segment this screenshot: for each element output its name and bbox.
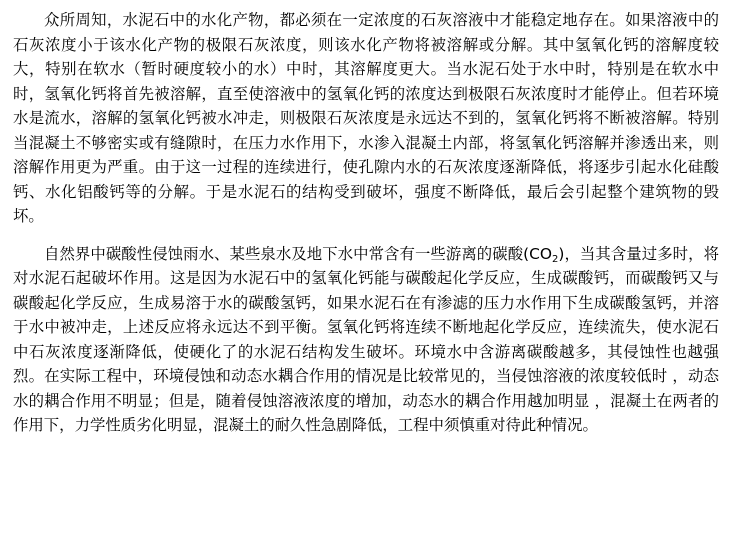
co2-subscript: 2 bbox=[552, 253, 559, 265]
paragraph-2-text-after-formula: )，当其含量过多时，将对水泥石起破坏作用。这是因为水泥石中的氢氧化钙能与碳酸起化学反应，生成碳酸钙，而碳酸钙又与碳酸起化学反应，生成易溶于水的碳酸氢钙，如果水泥石在有渗滤的压力水作用下生成碳酸氢钙，并溶于水中被冲走，上述反应将永远达不到平衡。氢氧化钙将连续不断地起化学反应，连续流失，使水泥石中石灰浓度逐渐降低，使硬化了的水泥石结构发生破坏。环境水中含游离碳酸越多，其侵蚀性也越强烈。在实际工程中，环境侵蚀和动态水耦合作用的情况是比较常见的，当侵蚀溶液的浓度较低时 ，动态水的耦合作用不明显；但是，随着侵蚀溶液浓度的增加，动态水的耦合作用越加明显 ，混凝土在两者的作用下，力学性质劣化明显，混凝土的耐久性急剧降低，工程中须慎重对待此种情况。 bbox=[13, 244, 719, 434]
paragraph-1-text: 众所周知，水泥石中的水化产物，都必须在一定浓度的石灰溶液中才能稳定地存在。如果溶液中的石灰浓度小于该水化产物的极限石灰浓度，则该水化产物将被溶解或分解。其中氢氧化钙的溶解度较大，特别在软水（暂时硬度较小的水）中时，其溶解度更大。当水泥石处于水中时，特别是在软水中时，氢氧化钙将首先被溶解，直至使溶液中的氢氧化钙的浓度达到极限石灰浓度时才能停止。但若环境水是流水，溶解的氢氧化钙被水冲走，则极限石灰浓度是永远达不到的，氢氧化钙将不断被溶解。特别当混凝土不够密实或有缝隙时，在压力水作用下，水渗入混凝土内部，将氢氧化钙溶解并渗透出来，则溶解作用更为严重。由于这一过程的连续进行，使孔隙内水的石灰浓度逐渐降低，将逐步引起水化硅酸钙、水化铝酸钙等的分解。于是水泥石的结构受到破坏，强度不断降低，最后会引起整个建筑物的毁坏。 bbox=[13, 11, 719, 225]
paragraph-2-text-before-formula: 自然界中碳酸性侵蚀雨水、某些泉水及地下水中常含有一些游离的碳酸(CO bbox=[44, 244, 553, 263]
document-body bbox=[13, 8, 719, 438]
paragraph-carbonic-acid bbox=[13, 242, 719, 438]
paragraph-lime-leaching bbox=[13, 8, 719, 229]
